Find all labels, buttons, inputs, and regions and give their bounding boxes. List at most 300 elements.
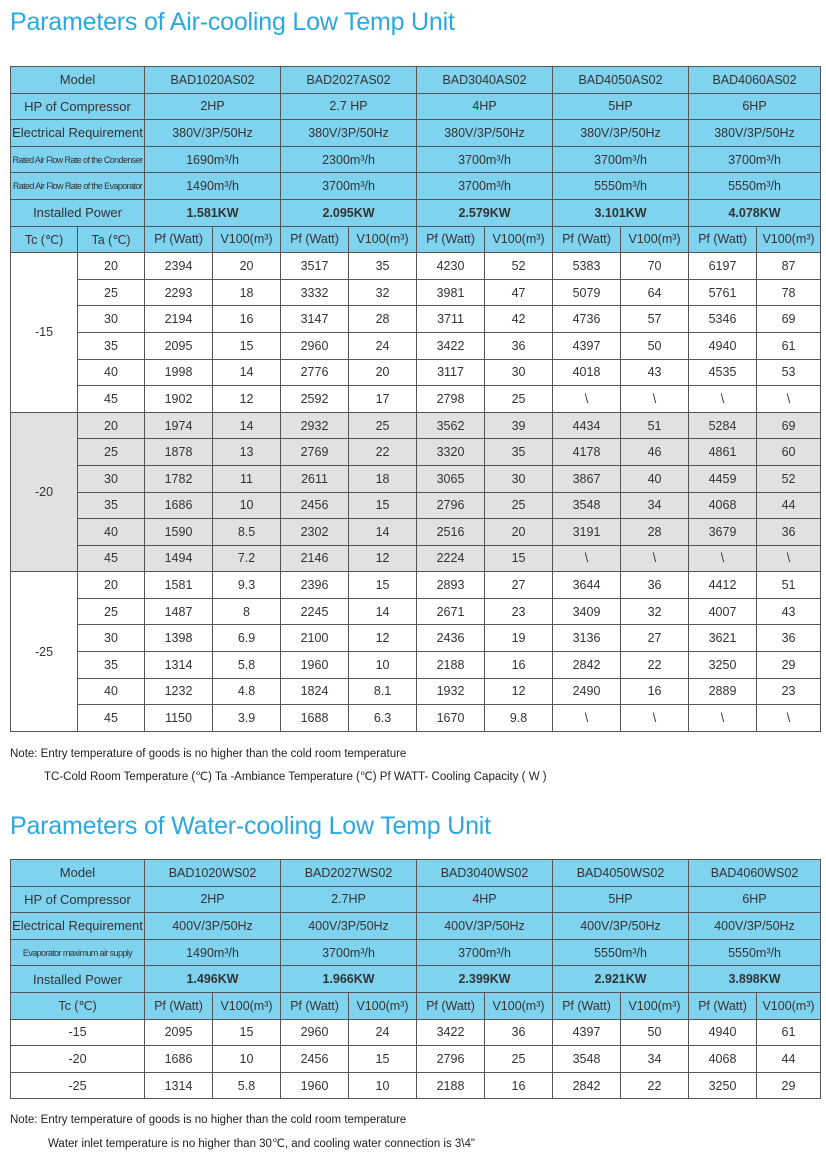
table-row bbox=[11, 545, 821, 572]
water-section-title: Parameters of Water-cooling Low Temp Unit bbox=[10, 812, 491, 840]
data-cell: 23 bbox=[485, 598, 553, 625]
condenser-airflow-row-value: 1690m³/h bbox=[145, 146, 281, 173]
data-cell: 1688 bbox=[281, 705, 349, 732]
data-cell: 3117 bbox=[417, 359, 485, 386]
data-cell: 2456 bbox=[281, 492, 349, 519]
water-hp-row bbox=[11, 886, 821, 913]
water-data-cell: 15 bbox=[213, 1019, 281, 1046]
data-cell: 2893 bbox=[417, 572, 485, 599]
data-cell: 52 bbox=[485, 253, 553, 280]
data-cell: 2960 bbox=[281, 332, 349, 359]
water-cooling-table bbox=[10, 859, 821, 1099]
data-cell: 2932 bbox=[281, 412, 349, 439]
water-model-row-value: BAD1020WS02 bbox=[145, 860, 281, 887]
water-model-row-label: Model bbox=[11, 860, 145, 887]
ta-value: 40 bbox=[78, 519, 145, 546]
data-cell: 64 bbox=[621, 279, 689, 306]
data-cell: 8.1 bbox=[349, 678, 417, 705]
water-pf-header: Pf (Watt) bbox=[417, 992, 485, 1019]
v100-header: V100(m³) bbox=[485, 226, 553, 253]
pf-header: Pf (Watt) bbox=[145, 226, 213, 253]
evaporator-airflow-row-value: 3700m³/h bbox=[417, 173, 553, 200]
data-cell: 16 bbox=[485, 652, 553, 679]
water-column-header-row bbox=[11, 992, 821, 1019]
data-cell: 35 bbox=[349, 253, 417, 280]
data-cell: 69 bbox=[757, 306, 821, 333]
data-cell: 3147 bbox=[281, 306, 349, 333]
data-cell: 43 bbox=[757, 598, 821, 625]
data-cell: 12 bbox=[349, 545, 417, 572]
data-cell: 2095 bbox=[145, 332, 213, 359]
data-cell: 1590 bbox=[145, 519, 213, 546]
model-row-label: Model bbox=[11, 67, 145, 94]
data-cell: 3679 bbox=[689, 519, 757, 546]
air-note: Note: Entry temperature of goods is no higher than the cold room temperature bbox=[10, 748, 407, 760]
data-cell: 9.3 bbox=[213, 572, 281, 599]
data-cell: 3.9 bbox=[213, 705, 281, 732]
data-cell: 24 bbox=[349, 332, 417, 359]
electrical-row bbox=[11, 120, 821, 147]
data-cell: 1670 bbox=[417, 705, 485, 732]
data-cell: 4535 bbox=[689, 359, 757, 386]
evaporator-airflow-row-value: 5550m³/h bbox=[689, 173, 821, 200]
water-table-row bbox=[11, 1046, 821, 1073]
data-cell: 2889 bbox=[689, 678, 757, 705]
table-row bbox=[11, 519, 821, 546]
water-evaporator-row-value: 5550m³/h bbox=[553, 939, 689, 966]
data-cell: 6.9 bbox=[213, 625, 281, 652]
water-tc-value: -20 bbox=[11, 1046, 145, 1073]
data-cell: 4861 bbox=[689, 439, 757, 466]
water-data-cell: 1960 bbox=[281, 1072, 349, 1099]
data-cell: 1150 bbox=[145, 705, 213, 732]
data-cell: 4397 bbox=[553, 332, 621, 359]
installed-power-row-value: 1.581KW bbox=[145, 199, 281, 226]
data-cell: 2490 bbox=[553, 678, 621, 705]
water-data-cell: 34 bbox=[621, 1046, 689, 1073]
data-cell: 15 bbox=[349, 572, 417, 599]
ta-value: 35 bbox=[78, 652, 145, 679]
data-cell: 5.8 bbox=[213, 652, 281, 679]
data-cell: 16 bbox=[621, 678, 689, 705]
air-legend: TC-Cold Room Temperature (℃) Ta -Ambiance Temperature (℃) Pf WATT- Cooling Capacity ( W ) bbox=[44, 771, 547, 783]
water-v100-header: V100(m³) bbox=[213, 992, 281, 1019]
data-cell: 3644 bbox=[553, 572, 621, 599]
water-pf-header: Pf (Watt) bbox=[689, 992, 757, 1019]
data-cell: 25 bbox=[349, 412, 417, 439]
water-pf-header: Pf (Watt) bbox=[553, 992, 621, 1019]
hp-row-value: 5HP bbox=[553, 93, 689, 120]
data-cell: 5383 bbox=[553, 253, 621, 280]
data-cell: 5284 bbox=[689, 412, 757, 439]
ta-value: 30 bbox=[78, 306, 145, 333]
data-cell: 11 bbox=[213, 465, 281, 492]
water-v100-header: V100(m³) bbox=[349, 992, 417, 1019]
table-row bbox=[11, 439, 821, 466]
water-data-cell: 15 bbox=[349, 1046, 417, 1073]
model-row-value: BAD2027AS02 bbox=[281, 67, 417, 94]
water-electrical-row-value: 400V/3P/50Hz bbox=[689, 913, 821, 940]
data-cell: 5346 bbox=[689, 306, 757, 333]
data-cell: 4178 bbox=[553, 439, 621, 466]
data-cell: 1686 bbox=[145, 492, 213, 519]
data-cell: 34 bbox=[621, 492, 689, 519]
water-evaporator-row-value: 3700m³/h bbox=[417, 939, 553, 966]
water-data-cell: 3250 bbox=[689, 1072, 757, 1099]
water-hp-row-value: 6HP bbox=[689, 886, 821, 913]
column-header-row bbox=[11, 226, 821, 253]
v100-header: V100(m³) bbox=[213, 226, 281, 253]
data-cell: 2224 bbox=[417, 545, 485, 572]
data-cell: 2671 bbox=[417, 598, 485, 625]
installed-power-row-value: 2.095KW bbox=[281, 199, 417, 226]
data-cell: 60 bbox=[757, 439, 821, 466]
data-cell: 20 bbox=[213, 253, 281, 280]
ta-value: 30 bbox=[78, 625, 145, 652]
water-electrical-row-value: 400V/3P/50Hz bbox=[281, 913, 417, 940]
water-v100-header: V100(m³) bbox=[621, 992, 689, 1019]
data-cell: 8 bbox=[213, 598, 281, 625]
pf-header: Pf (Watt) bbox=[553, 226, 621, 253]
data-cell: \ bbox=[689, 545, 757, 572]
data-cell: 4230 bbox=[417, 253, 485, 280]
water-power-row-label: Installed Power bbox=[11, 966, 145, 993]
table-row bbox=[11, 625, 821, 652]
water-hp-row-label: HP of Compressor bbox=[11, 886, 145, 913]
data-cell: 8.5 bbox=[213, 519, 281, 546]
water-data-cell: 24 bbox=[349, 1019, 417, 1046]
air-cooling-table bbox=[10, 66, 821, 732]
water-data-cell: 2188 bbox=[417, 1072, 485, 1099]
water-electrical-row-value: 400V/3P/50Hz bbox=[553, 913, 689, 940]
table-row bbox=[11, 279, 821, 306]
condenser-airflow-row-value: 3700m³/h bbox=[553, 146, 689, 173]
data-cell: 25 bbox=[485, 492, 553, 519]
data-cell: \ bbox=[757, 545, 821, 572]
data-cell: 3562 bbox=[417, 412, 485, 439]
data-cell: 5079 bbox=[553, 279, 621, 306]
water-data-cell: 61 bbox=[757, 1019, 821, 1046]
data-cell: 78 bbox=[757, 279, 821, 306]
pf-header: Pf (Watt) bbox=[417, 226, 485, 253]
hp-row-value: 4HP bbox=[417, 93, 553, 120]
table-row bbox=[11, 412, 821, 439]
data-cell: 1878 bbox=[145, 439, 213, 466]
water-data-cell: 3422 bbox=[417, 1019, 485, 1046]
data-cell: 7.2 bbox=[213, 545, 281, 572]
evaporator-airflow-row-label: Rated Air Flow Rate of the Evaporator bbox=[11, 173, 145, 200]
ta-header: Ta (℃) bbox=[78, 226, 145, 253]
water-data-cell: 2796 bbox=[417, 1046, 485, 1073]
water-data-cell: 2095 bbox=[145, 1019, 213, 1046]
data-cell: 1487 bbox=[145, 598, 213, 625]
model-row-value: BAD3040AS02 bbox=[417, 67, 553, 94]
data-cell: 43 bbox=[621, 359, 689, 386]
data-cell: \ bbox=[553, 545, 621, 572]
water-evaporator-row-value: 5550m³/h bbox=[689, 939, 821, 966]
ta-value: 20 bbox=[78, 572, 145, 599]
data-cell: 1824 bbox=[281, 678, 349, 705]
water-evaporator-row bbox=[11, 939, 821, 966]
installed-power-row-value: 4.078KW bbox=[689, 199, 821, 226]
data-cell: 3517 bbox=[281, 253, 349, 280]
electrical-row-value: 380V/3P/50Hz bbox=[281, 120, 417, 147]
water-pf-header: Pf (Watt) bbox=[145, 992, 213, 1019]
data-cell: 32 bbox=[621, 598, 689, 625]
data-cell: 4018 bbox=[553, 359, 621, 386]
table-row bbox=[11, 359, 821, 386]
data-cell: 47 bbox=[485, 279, 553, 306]
water-model-row-value: BAD2027WS02 bbox=[281, 860, 417, 887]
data-cell: 36 bbox=[757, 519, 821, 546]
hp-row bbox=[11, 93, 821, 120]
water-hp-row-value: 2.7HP bbox=[281, 886, 417, 913]
water-power-row-value: 1.496KW bbox=[145, 966, 281, 993]
installed-power-row-value: 2.579KW bbox=[417, 199, 553, 226]
table-row bbox=[11, 332, 821, 359]
data-cell: 1998 bbox=[145, 359, 213, 386]
water-data-cell: 36 bbox=[485, 1019, 553, 1046]
ta-value: 35 bbox=[78, 332, 145, 359]
data-cell: \ bbox=[621, 705, 689, 732]
water-data-cell: 22 bbox=[621, 1072, 689, 1099]
water-electrical-row bbox=[11, 913, 821, 940]
data-cell: 16 bbox=[213, 306, 281, 333]
water-hp-row-value: 2HP bbox=[145, 886, 281, 913]
data-cell: 30 bbox=[485, 465, 553, 492]
data-cell: 2769 bbox=[281, 439, 349, 466]
data-cell: 2516 bbox=[417, 519, 485, 546]
installed-power-row-value: 3.101KW bbox=[553, 199, 689, 226]
data-cell: 2100 bbox=[281, 625, 349, 652]
data-cell: 4412 bbox=[689, 572, 757, 599]
water-v100-header: V100(m³) bbox=[485, 992, 553, 1019]
model-row bbox=[11, 67, 821, 94]
model-row-value: BAD1020AS02 bbox=[145, 67, 281, 94]
water-model-row bbox=[11, 860, 821, 887]
water-tc-value: -15 bbox=[11, 1019, 145, 1046]
data-cell: 40 bbox=[621, 465, 689, 492]
data-cell: 1314 bbox=[145, 652, 213, 679]
data-cell: 30 bbox=[485, 359, 553, 386]
data-cell: \ bbox=[553, 386, 621, 413]
data-cell: 4459 bbox=[689, 465, 757, 492]
data-cell: \ bbox=[689, 386, 757, 413]
data-cell: 4068 bbox=[689, 492, 757, 519]
data-cell: 3422 bbox=[417, 332, 485, 359]
data-cell: 3711 bbox=[417, 306, 485, 333]
data-cell: 14 bbox=[213, 412, 281, 439]
model-row-value: BAD4060AS02 bbox=[689, 67, 821, 94]
data-cell: 3320 bbox=[417, 439, 485, 466]
data-cell: 14 bbox=[349, 519, 417, 546]
table-row bbox=[11, 572, 821, 599]
data-cell: 4940 bbox=[689, 332, 757, 359]
water-data-cell: 44 bbox=[757, 1046, 821, 1073]
condenser-airflow-row-label: Rated Air Flow Rate of the Condenser bbox=[11, 146, 145, 173]
data-cell: 3136 bbox=[553, 625, 621, 652]
data-cell: 10 bbox=[213, 492, 281, 519]
data-cell: 1932 bbox=[417, 678, 485, 705]
data-cell: 3867 bbox=[553, 465, 621, 492]
water-power-row-value: 3.898KW bbox=[689, 966, 821, 993]
model-row-value: BAD4050AS02 bbox=[553, 67, 689, 94]
evaporator-airflow-row-value: 3700m³/h bbox=[281, 173, 417, 200]
data-cell: \ bbox=[689, 705, 757, 732]
table-row bbox=[11, 253, 821, 280]
water-data-cell: 50 bbox=[621, 1019, 689, 1046]
condenser-airflow-row-value: 3700m³/h bbox=[689, 146, 821, 173]
data-cell: 50 bbox=[621, 332, 689, 359]
data-cell: 2302 bbox=[281, 519, 349, 546]
data-cell: 28 bbox=[621, 519, 689, 546]
ta-value: 45 bbox=[78, 386, 145, 413]
data-cell: 44 bbox=[757, 492, 821, 519]
data-cell: 3621 bbox=[689, 625, 757, 652]
water-table-row bbox=[11, 1019, 821, 1046]
ta-value: 25 bbox=[78, 439, 145, 466]
data-cell: 15 bbox=[213, 332, 281, 359]
data-cell: 18 bbox=[213, 279, 281, 306]
ta-value: 45 bbox=[78, 545, 145, 572]
data-cell: 2592 bbox=[281, 386, 349, 413]
ta-value: 40 bbox=[78, 359, 145, 386]
water-power-row-value: 1.966KW bbox=[281, 966, 417, 993]
data-cell: 22 bbox=[349, 439, 417, 466]
water-data-cell: 29 bbox=[757, 1072, 821, 1099]
water-model-row-value: BAD4050WS02 bbox=[553, 860, 689, 887]
data-cell: \ bbox=[553, 705, 621, 732]
electrical-row-value: 380V/3P/50Hz bbox=[145, 120, 281, 147]
data-cell: 4007 bbox=[689, 598, 757, 625]
water-data-cell: 2960 bbox=[281, 1019, 349, 1046]
data-cell: 14 bbox=[213, 359, 281, 386]
ta-value: 20 bbox=[78, 412, 145, 439]
water-data-cell: 1314 bbox=[145, 1072, 213, 1099]
data-cell: 46 bbox=[621, 439, 689, 466]
v100-header: V100(m³) bbox=[349, 226, 417, 253]
table-row bbox=[11, 598, 821, 625]
table-row bbox=[11, 306, 821, 333]
data-cell: 2245 bbox=[281, 598, 349, 625]
data-cell: 42 bbox=[485, 306, 553, 333]
data-cell: 22 bbox=[621, 652, 689, 679]
data-cell: 2611 bbox=[281, 465, 349, 492]
tc-group-value: -25 bbox=[11, 572, 78, 732]
data-cell: 36 bbox=[621, 572, 689, 599]
data-cell: 1902 bbox=[145, 386, 213, 413]
evaporator-airflow-row-value: 1490m³/h bbox=[145, 173, 281, 200]
evaporator-airflow-row bbox=[11, 173, 821, 200]
data-cell: 53 bbox=[757, 359, 821, 386]
data-cell: 6197 bbox=[689, 253, 757, 280]
evaporator-airflow-row-value: 5550m³/h bbox=[553, 173, 689, 200]
pf-header: Pf (Watt) bbox=[281, 226, 349, 253]
data-cell: 2776 bbox=[281, 359, 349, 386]
water-tc-header: Tc (℃) bbox=[11, 992, 145, 1019]
water-power-row-value: 2.921KW bbox=[553, 966, 689, 993]
table-row bbox=[11, 652, 821, 679]
data-cell: 27 bbox=[485, 572, 553, 599]
data-cell: 14 bbox=[349, 598, 417, 625]
data-cell: 52 bbox=[757, 465, 821, 492]
data-cell: 2146 bbox=[281, 545, 349, 572]
condenser-airflow-row-value: 2300m³/h bbox=[281, 146, 417, 173]
data-cell: 2842 bbox=[553, 652, 621, 679]
data-cell: 2798 bbox=[417, 386, 485, 413]
water-note: Note: Entry temperature of goods is no higher than the cold room temperature bbox=[10, 1114, 407, 1126]
water-data-cell: 16 bbox=[485, 1072, 553, 1099]
water-data-cell: 25 bbox=[485, 1046, 553, 1073]
data-cell: 36 bbox=[485, 332, 553, 359]
data-cell: 1494 bbox=[145, 545, 213, 572]
data-cell: 20 bbox=[485, 519, 553, 546]
data-cell: 10 bbox=[349, 652, 417, 679]
data-cell: 3981 bbox=[417, 279, 485, 306]
data-cell: 25 bbox=[485, 386, 553, 413]
installed-power-row bbox=[11, 199, 821, 226]
electrical-row-value: 380V/3P/50Hz bbox=[689, 120, 821, 147]
water-data-cell: 2842 bbox=[553, 1072, 621, 1099]
tc-header: Tc (℃) bbox=[11, 226, 78, 253]
data-cell: 87 bbox=[757, 253, 821, 280]
condenser-airflow-row-value: 3700m³/h bbox=[417, 146, 553, 173]
ta-value: 30 bbox=[78, 465, 145, 492]
data-cell: 39 bbox=[485, 412, 553, 439]
water-data-cell: 4940 bbox=[689, 1019, 757, 1046]
water-data-cell: 3548 bbox=[553, 1046, 621, 1073]
data-cell: 2194 bbox=[145, 306, 213, 333]
water-model-row-value: BAD4060WS02 bbox=[689, 860, 821, 887]
data-cell: 19 bbox=[485, 625, 553, 652]
water-data-cell: 2456 bbox=[281, 1046, 349, 1073]
v100-header: V100(m³) bbox=[757, 226, 821, 253]
data-cell: 2396 bbox=[281, 572, 349, 599]
hp-row-value: 2HP bbox=[145, 93, 281, 120]
data-cell: 27 bbox=[621, 625, 689, 652]
data-cell: 5761 bbox=[689, 279, 757, 306]
data-cell: 3332 bbox=[281, 279, 349, 306]
data-cell: 3548 bbox=[553, 492, 621, 519]
data-cell: 1398 bbox=[145, 625, 213, 652]
ta-value: 25 bbox=[78, 279, 145, 306]
data-cell: 2293 bbox=[145, 279, 213, 306]
condenser-airflow-row bbox=[11, 146, 821, 173]
water-power-row-value: 2.399KW bbox=[417, 966, 553, 993]
water-data-cell: 10 bbox=[213, 1046, 281, 1073]
data-cell: 12 bbox=[213, 386, 281, 413]
water-electrical-row-label: Electrical Requirement bbox=[11, 913, 145, 940]
water-evaporator-row-value: 1490m³/h bbox=[145, 939, 281, 966]
data-cell: 2796 bbox=[417, 492, 485, 519]
ta-value: 20 bbox=[78, 253, 145, 280]
data-cell: 1960 bbox=[281, 652, 349, 679]
data-cell: 6.3 bbox=[349, 705, 417, 732]
ta-value: 40 bbox=[78, 678, 145, 705]
electrical-row-value: 380V/3P/50Hz bbox=[553, 120, 689, 147]
data-cell: \ bbox=[621, 386, 689, 413]
data-cell: \ bbox=[757, 705, 821, 732]
data-cell: \ bbox=[757, 386, 821, 413]
table-row bbox=[11, 678, 821, 705]
tc-group-value: -15 bbox=[11, 253, 78, 413]
data-cell: 15 bbox=[485, 545, 553, 572]
air-section-title: Parameters of Air-cooling Low Temp Unit bbox=[10, 8, 455, 36]
pf-header: Pf (Watt) bbox=[689, 226, 757, 253]
water-inlet-note: Water inlet temperature is no higher than 30℃, and cooling water connection is 3\4" bbox=[48, 1138, 475, 1150]
water-data-cell: 4397 bbox=[553, 1019, 621, 1046]
data-cell: 1974 bbox=[145, 412, 213, 439]
